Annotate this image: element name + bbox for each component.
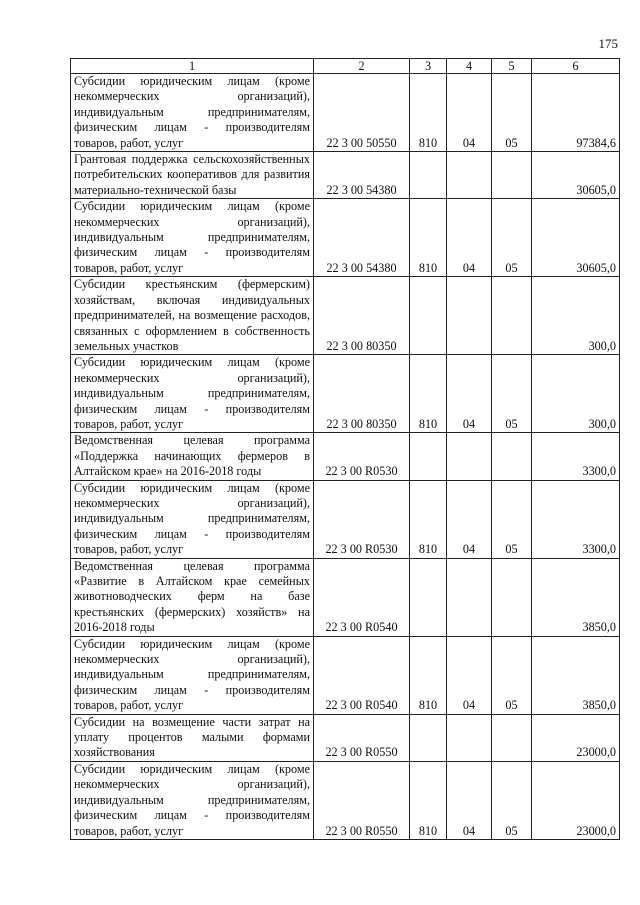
section-cell: 04 — [447, 199, 492, 277]
section-cell: 04 — [447, 74, 492, 152]
amount-cell: 30605,0 — [532, 152, 620, 199]
amount-cell: 3850,0 — [532, 636, 620, 714]
expense-name-cell: Ведомственная целевая программа «Поддержка начинающих фермеров в Алтайском крае» на 2016-2018 годы — [71, 433, 314, 480]
expense-name-cell: Субсидии юридическим лицам (кроме некоммерческих организаций), индивидуальным предпринимателям, физическим лицам - производителям товаров, работ, услуг — [71, 199, 314, 277]
subsection-cell — [492, 714, 532, 761]
table-row — [71, 277, 620, 355]
expense-type-cell — [410, 433, 447, 480]
expense-type-cell: 810 — [410, 74, 447, 152]
amount-cell: 23000,0 — [532, 714, 620, 761]
table-row — [71, 480, 620, 558]
classification-code-cell: 22 3 00 54380 — [314, 152, 410, 199]
column-header: 1 — [71, 59, 314, 74]
expense-type-cell: 810 — [410, 636, 447, 714]
subsection-cell — [492, 558, 532, 636]
expense-type-cell — [410, 714, 447, 761]
section-cell: 04 — [447, 355, 492, 433]
expense-type-cell: 810 — [410, 199, 447, 277]
expense-name-cell: Субсидии юридическим лицам (кроме некоммерческих организаций), индивидуальным предпринимателям, физическим лицам - производителям товаров, работ, услуг — [71, 636, 314, 714]
column-header: 5 — [492, 59, 532, 74]
section-cell — [447, 714, 492, 761]
subsection-cell: 05 — [492, 480, 532, 558]
page-number: 175 — [598, 36, 618, 51]
subsection-cell — [492, 277, 532, 355]
column-header: 4 — [447, 59, 492, 74]
table-row — [71, 74, 620, 152]
section-cell: 04 — [447, 636, 492, 714]
classification-code-cell: 22 3 00 R0530 — [314, 480, 410, 558]
classification-code-cell: 22 3 00 R0540 — [314, 558, 410, 636]
expense-name-cell: Субсидии юридическим лицам (кроме некоммерческих организаций), индивидуальным предпринимателям, физическим лицам - производителям товаров, работ, услуг — [71, 480, 314, 558]
expense-name-cell: Субсидии юридическим лицам (кроме некоммерческих организаций), индивидуальным предпринимателям, физическим лицам - производителям товаров, работ, услуг — [71, 761, 314, 839]
amount-cell: 3300,0 — [532, 480, 620, 558]
classification-code-cell: 22 3 00 R0550 — [314, 761, 410, 839]
subsection-cell: 05 — [492, 761, 532, 839]
expense-name-cell: Ведомственная целевая программа «Развитие в Алтайском крае семейных животноводческих ферм на базе крестьянских (фермерских) хозяйств» на 2016-2018 годы — [71, 558, 314, 636]
table-row — [71, 355, 620, 433]
table-header-row — [71, 59, 620, 74]
amount-cell: 30605,0 — [532, 199, 620, 277]
expense-name-cell: Субсидии юридическим лицам (кроме некоммерческих организаций), индивидуальным предпринимателям, физическим лицам - производителям товаров, работ, услуг — [71, 74, 314, 152]
expense-name-cell: Субсидии на возмещение части затрат на уплату процентов малыми формами хозяйствования — [71, 714, 314, 761]
classification-code-cell: 22 3 00 80350 — [314, 277, 410, 355]
amount-cell: 300,0 — [532, 277, 620, 355]
amount-cell: 3300,0 — [532, 433, 620, 480]
table-row — [71, 636, 620, 714]
section-cell — [447, 558, 492, 636]
subsection-cell: 05 — [492, 636, 532, 714]
section-cell: 04 — [447, 480, 492, 558]
classification-code-cell: 22 3 00 50550 — [314, 74, 410, 152]
subsection-cell: 05 — [492, 74, 532, 152]
expense-type-cell: 810 — [410, 480, 447, 558]
expense-type-cell: 810 — [410, 355, 447, 433]
classification-code-cell: 22 3 00 R0530 — [314, 433, 410, 480]
table-row — [71, 199, 620, 277]
table-row — [71, 433, 620, 480]
expense-type-cell — [410, 558, 447, 636]
expense-type-cell — [410, 152, 447, 199]
section-cell — [447, 277, 492, 355]
expense-type-cell — [410, 277, 447, 355]
subsection-cell: 05 — [492, 355, 532, 433]
amount-cell: 3850,0 — [532, 558, 620, 636]
section-cell: 04 — [447, 761, 492, 839]
subsection-cell: 05 — [492, 199, 532, 277]
classification-code-cell: 22 3 00 80350 — [314, 355, 410, 433]
classification-code-cell: 22 3 00 54380 — [314, 199, 410, 277]
expense-name-cell: Субсидии юридическим лицам (кроме некоммерческих организаций), индивидуальным предпринимателям, физическим лицам - производителям товаров, работ, услуг — [71, 355, 314, 433]
table-row — [71, 714, 620, 761]
amount-cell: 300,0 — [532, 355, 620, 433]
classification-code-cell: 22 3 00 R0540 — [314, 636, 410, 714]
expense-type-cell: 810 — [410, 761, 447, 839]
subsection-cell — [492, 152, 532, 199]
column-header: 2 — [314, 59, 410, 74]
classification-code-cell: 22 3 00 R0550 — [314, 714, 410, 761]
subsection-cell — [492, 433, 532, 480]
budget-table — [70, 58, 620, 840]
column-header: 6 — [532, 59, 620, 74]
table-row — [71, 558, 620, 636]
section-cell — [447, 152, 492, 199]
expense-name-cell: Субсидии крестьянским (фермерским) хозяйствам, включая индивидуальных предпринимателей, на возмещение расходов, связанных с оформлением в собственность земельных участков — [71, 277, 314, 355]
table-row — [71, 152, 620, 199]
section-cell — [447, 433, 492, 480]
column-header: 3 — [410, 59, 447, 74]
amount-cell: 97384,6 — [532, 74, 620, 152]
table-row — [71, 761, 620, 839]
expense-name-cell: Грантовая поддержка сельскохозяйственных потребительских кооперативов для развития материально-технической базы — [71, 152, 314, 199]
amount-cell: 23000,0 — [532, 761, 620, 839]
